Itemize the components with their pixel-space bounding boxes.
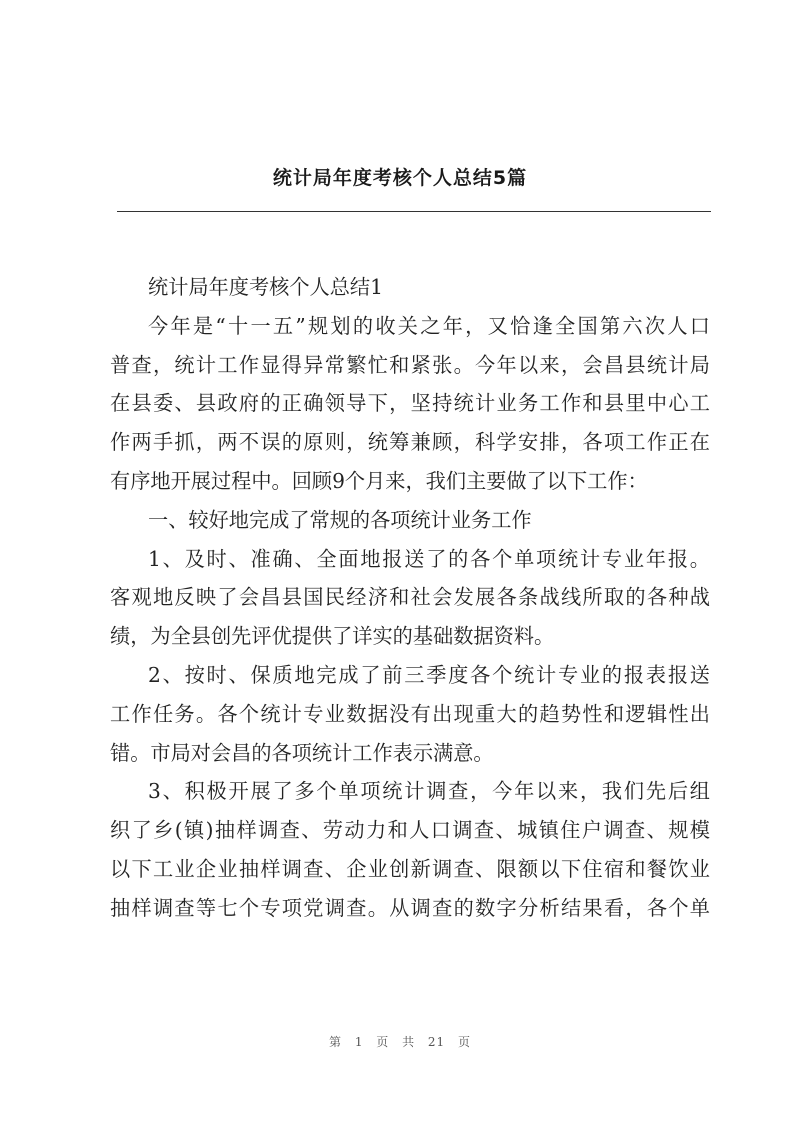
section-heading: 统计局年度考核个人总结1 (148, 275, 383, 299)
paragraph-line: 1、及时、准确、全面地报送了的各个单项统计专业年报。 (148, 546, 710, 571)
paragraph-line: 以下工业企业抽样调查、企业创新调查、限额以下住宿和餐饮业 (110, 856, 710, 881)
paragraph-line: 2、按时、保质地完成了前三季度各个统计专业的报表报送 (148, 662, 710, 687)
paragraph-line: 织了乡(镇)抽样调查、劳动力和人口调查、城镇住户调查、规模 (110, 818, 710, 843)
paragraph-line: 在县委、县政府的正确领导下，坚持统计业务工作和县里中心工 (110, 391, 710, 416)
paragraph-line: 抽样调查等七个专项党调查。从调查的数字分析结果看，各个单 (110, 895, 710, 920)
paragraph-line: 今年是“十一五”规划的收关之年，又恰逢全国第六次人口 (148, 313, 710, 338)
paragraph-line: 作两手抓，两不误的原则，统筹兼顾，科学安排，各项工作正在 (110, 430, 710, 455)
paragraph-line: 有序地开展过程中。回顾9个月来，我们主要做了以下工作： (110, 468, 648, 493)
section-heading: 一、较好地完成了常规的各项统计业务工作 (148, 507, 532, 532)
title-divider (117, 211, 711, 212)
document-body (110, 268, 710, 928)
paragraph-line: 3、积极开展了多个单项统计调查，今年以来，我们先后组 (148, 779, 710, 804)
paragraph-line: 客观地反映了会昌县国民经济和社会发展各条战线所取的各种战 (110, 585, 710, 610)
paragraph-line: 普查，统计工作显得异常繁忙和紧张。今年以来，会昌县统计局 (110, 352, 710, 377)
page-number-footer: 第 1 页 共 21 页 (329, 1035, 471, 1049)
paragraph-line: 错。市局对会昌的各项统计工作表示满意。 (110, 740, 494, 765)
paragraph-line: 工作任务。各个统计专业数据没有出现重大的趋势性和逻辑性出 (110, 701, 710, 726)
paragraph-line: 绩，为全县创先评优提供了详实的基础数据资料。 (110, 624, 555, 649)
document-title: 统计局年度考核个人总结5篇 (272, 167, 528, 189)
